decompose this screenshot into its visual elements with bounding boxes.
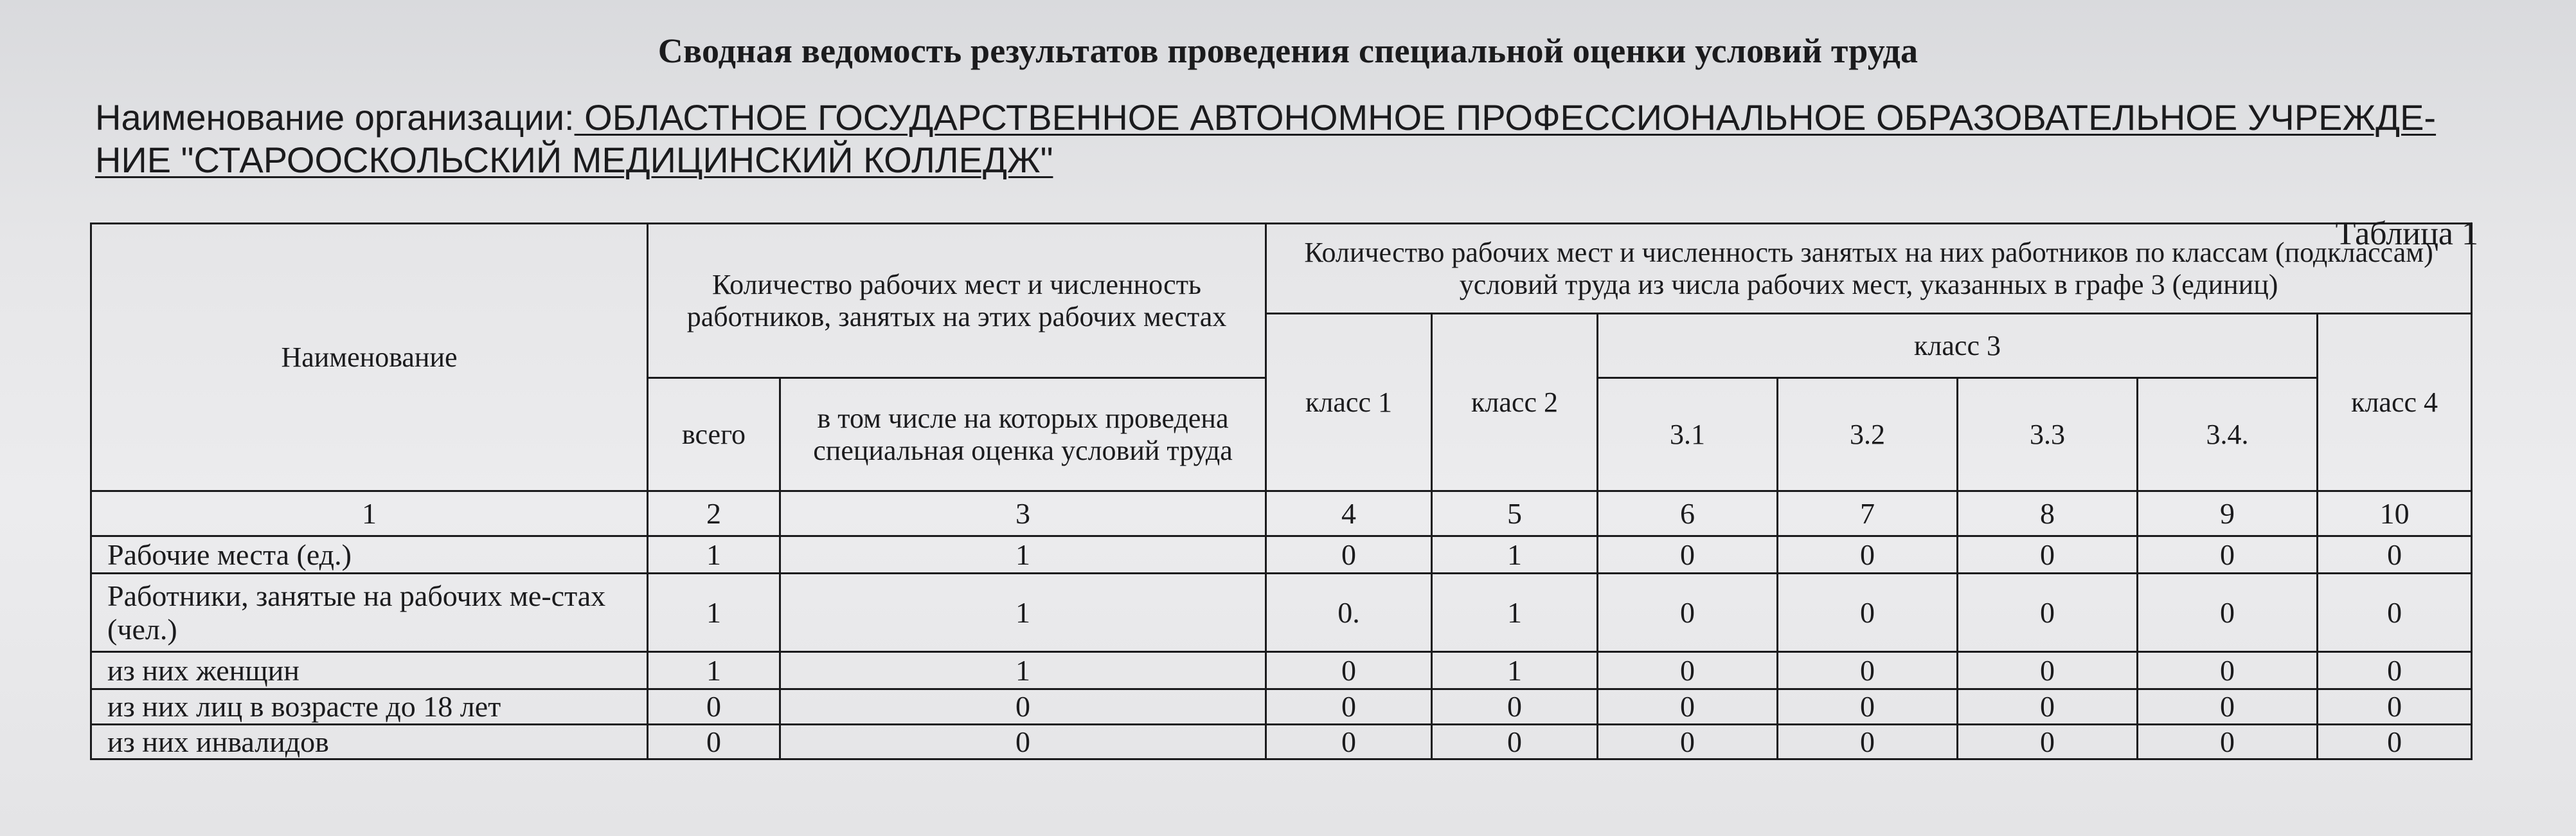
header-subclass-3-3: 3.3 bbox=[1958, 378, 2138, 491]
table-cell: 0 bbox=[1432, 689, 1598, 725]
table-cell: 0 bbox=[1598, 536, 1778, 574]
table-cell: 0 bbox=[648, 689, 780, 725]
table-cell: 0 bbox=[1266, 724, 1432, 759]
table-cell: 0 bbox=[780, 689, 1266, 725]
column-number-row bbox=[91, 491, 2472, 536]
row-label: Работники, занятые на рабочих ме-стах (чел.) bbox=[91, 574, 648, 652]
column-number: 4 bbox=[1266, 491, 1432, 536]
column-number: 1 bbox=[91, 491, 648, 536]
table-cell: 1 bbox=[648, 652, 780, 689]
table-cell: 1 bbox=[780, 536, 1266, 574]
table-row bbox=[91, 652, 2472, 689]
table-cell: 0 bbox=[1266, 652, 1432, 689]
table-cell: 1 bbox=[780, 574, 1266, 652]
header-class-1: класс 1 bbox=[1266, 314, 1432, 491]
column-number: 5 bbox=[1432, 491, 1598, 536]
table-cell: 0 bbox=[1778, 574, 1958, 652]
table-cell: 0 bbox=[2318, 652, 2472, 689]
table-cell: 1 bbox=[1432, 536, 1598, 574]
header-workplaces-group: Количество рабочих мест и численность работников, занятых на этих рабочих местах bbox=[648, 224, 1266, 378]
table-cell: 0 bbox=[1778, 724, 1958, 759]
table-cell: 0 bbox=[1958, 652, 2138, 689]
table-cell: 0 bbox=[1958, 689, 2138, 725]
organization-label: Наименование организации: bbox=[95, 97, 575, 138]
column-number: 2 bbox=[648, 491, 780, 536]
column-number: 10 bbox=[2318, 491, 2472, 536]
table-cell: 1 bbox=[780, 652, 1266, 689]
table-cell: 1 bbox=[648, 574, 780, 652]
table-cell: 0 bbox=[2138, 652, 2318, 689]
table-cell: 0 bbox=[2318, 536, 2472, 574]
table-cell: 0 bbox=[1958, 724, 2138, 759]
header-subclass-3-4: 3.4. bbox=[2138, 378, 2318, 491]
table-cell: 0 bbox=[1266, 536, 1432, 574]
summary-table bbox=[90, 223, 2473, 760]
table-cell: 0 bbox=[648, 724, 780, 759]
table-row bbox=[91, 689, 2472, 725]
header-class-2: класс 2 bbox=[1432, 314, 1598, 491]
table-cell: 0 bbox=[1778, 652, 1958, 689]
header-classes-group: Количество рабочих мест и численность занятых на них работников по классам (подклассам) условий труда из числа рабочих мест, указанных в графе 3 (единиц) bbox=[1266, 224, 2472, 314]
table-cell: 0 bbox=[2138, 724, 2318, 759]
row-label: из них женщин bbox=[91, 652, 648, 689]
table-cell: 0 bbox=[2318, 574, 2472, 652]
table-cell: 0 bbox=[780, 724, 1266, 759]
row-label: из них лиц в возрасте до 18 лет bbox=[91, 689, 648, 725]
table-cell: 0 bbox=[1598, 574, 1778, 652]
header-total: всего bbox=[648, 378, 780, 491]
column-number: 3 bbox=[780, 491, 1266, 536]
column-number: 9 bbox=[2138, 491, 2318, 536]
table-cell: 0 bbox=[2138, 536, 2318, 574]
table-cell: 0 bbox=[2318, 724, 2472, 759]
table-cell: 0 bbox=[2318, 689, 2472, 725]
table-row bbox=[91, 536, 2472, 574]
header-subclass-3-1: 3.1 bbox=[1598, 378, 1778, 491]
table-row bbox=[91, 574, 2472, 652]
table-cell: 0 bbox=[2138, 689, 2318, 725]
table-label: Таблица 1 bbox=[2335, 215, 2478, 252]
row-label: Рабочие места (ед.) bbox=[91, 536, 648, 574]
organization-name: ОБЛАСТНОЕ ГОСУДАРСТВЕННОЕ АВТОНОМНОЕ ПРОФЕССИОНАЛЬНОЕ ОБРАЗОВАТЕЛЬНОЕ УЧРЕЖДЕ-НИЕ "СТАРООСКОЛЬСКИЙ МЕДИЦИНСКИЙ КОЛЛЕДЖ" bbox=[95, 97, 2437, 180]
header-class-3: класс 3 bbox=[1598, 314, 2318, 378]
column-number: 6 bbox=[1598, 491, 1778, 536]
table-cell: 0 bbox=[2138, 574, 2318, 652]
table-cell: 0 bbox=[1958, 574, 2138, 652]
organization-line bbox=[95, 96, 2499, 181]
header-assessed: в том числе на которых проведена специальная оценка условий труда bbox=[780, 378, 1266, 491]
header-name: Наименование bbox=[91, 224, 648, 491]
table-cell: 1 bbox=[648, 536, 780, 574]
page-title: Сводная ведомость результатов проведения специальной оценки условий труда bbox=[657, 32, 1919, 70]
table-cell: 0 bbox=[1266, 689, 1432, 725]
table-cell: 0. bbox=[1266, 574, 1432, 652]
table-cell: 0 bbox=[1958, 536, 2138, 574]
table-cell: 1 bbox=[1432, 574, 1598, 652]
table-cell: 0 bbox=[1432, 724, 1598, 759]
table-cell: 0 bbox=[1778, 536, 1958, 574]
table-cell: 0 bbox=[1598, 724, 1778, 759]
table-cell: 1 bbox=[1432, 652, 1598, 689]
table-cell: 0 bbox=[1598, 689, 1778, 725]
column-number: 7 bbox=[1778, 491, 1958, 536]
column-number: 8 bbox=[1958, 491, 2138, 536]
header-class-4: класс 4 bbox=[2318, 314, 2472, 491]
table-cell: 0 bbox=[1778, 689, 1958, 725]
row-label: из них инвалидов bbox=[91, 724, 648, 759]
table-row bbox=[91, 724, 2472, 759]
table-cell: 0 bbox=[1598, 652, 1778, 689]
header-subclass-3-2: 3.2 bbox=[1778, 378, 1958, 491]
